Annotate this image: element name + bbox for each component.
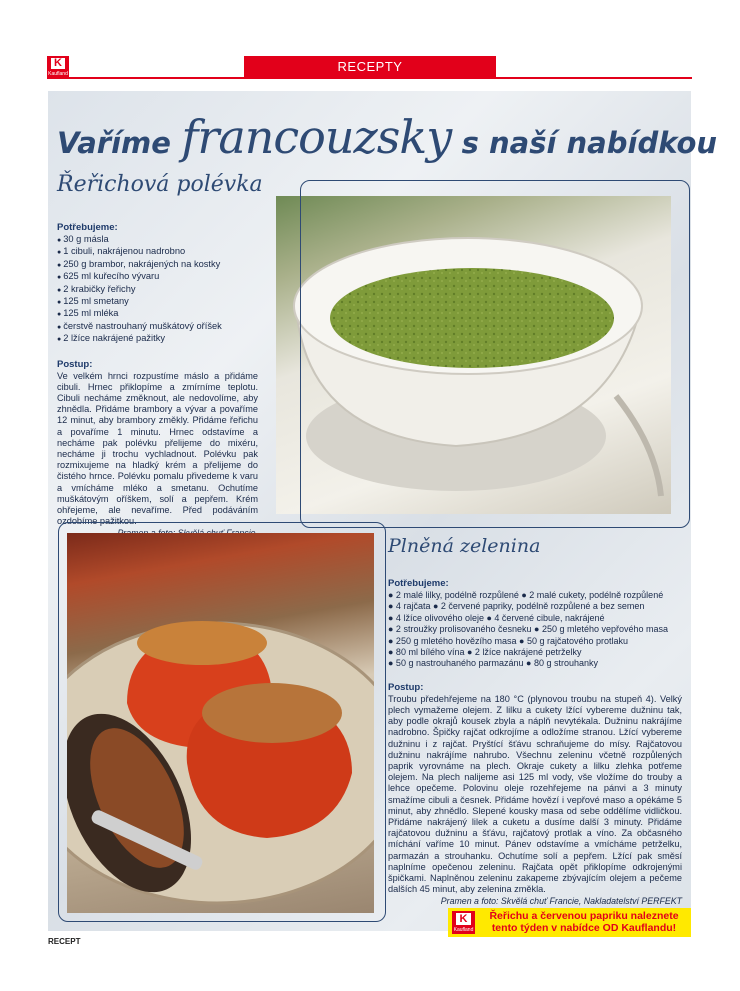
ingredient-item: ● 2 krabičky řeřichy (57, 284, 258, 296)
recipe2-steps-label: Postup: (388, 681, 424, 693)
promo-logo (452, 911, 475, 934)
kaufland-k-icon: K (51, 58, 65, 69)
recipe1-title: Řeřichová polévka (57, 172, 263, 197)
ingredient-item: ● 2 lžíce nakrájené pažitky (57, 333, 258, 345)
kaufland-logo (47, 56, 69, 78)
ingredient-item: ● 250 g brambor, nakrájených na kostky (57, 259, 258, 271)
ingredient-line: ● 2 stroužky prolisovaného česneku ● 250 g mletého vepřového masa (388, 624, 669, 635)
ingredient-item: ● 30 g másla (57, 234, 258, 246)
promo-text (480, 910, 688, 934)
recipe2-steps: Troubu předehřejeme na 180 °C (plynovou troubu na stupeň 4). Velký plech vymažeme olejem. Z lilku a cukety lžící vybereme dužninu tak, aby podle okrajů kousek zbyla a náplň nevytékala. Dužninu nakrájíme nadrobno. Špičky rajčat odkrojíme a odložíme stranou. Lžící vybereme dužninu i z rajčat. Pryštící šťávu schraňujeme do mísy. Rajčatovou dužninu nakrájíme nahrubo. Všechnu zeleninu včetně rozpůlených paprik vyrovnáme na plech. Okraje cukety a lilku zlehka potřeme olejem. Na plech nalijeme asi 125 ml vody, vše vložíme do trouby a lehce opečeme. Polovinu oleje rozehřejeme na pánvi a 3 minuty smažíme cibuli a česnek. Přidáme hovězí i vepřové maso a opékáme 5 minut, aby zhnědlo. Slepené kousky masa od sebe oddělíme vidličkou. Přidáme nakrájený lilek a cuketu a dusíme další 3 minuty. Přidáme rajčatovou dužninu a šťávu, rajčatový protlak a víno. Za občasného míchání vaříme 10 minut. Pánev odstavíme a vmícháme petrželku, parmazán a strouhanku. Ochutíme solí a pepřem. Lžící pak směsí naplníme opečenou zeleninu. Rajčata opět přiklopíme odkrojenými špičkami. Naplněnou zeleninu zakapeme zbývajícím olejem a pečeme dalších 45 minut, aby zelenina změkla. (388, 693, 682, 895)
title-part2: francouzsky (181, 110, 452, 164)
promo-banner (448, 908, 691, 937)
ingredient-item: ● 125 ml smetany (57, 296, 258, 308)
recipe1-steps-label: Postup: (57, 358, 93, 370)
kaufland-logo-text: Kaufland (48, 71, 68, 77)
recipe1-ingredients-label: Potřebujeme: (57, 222, 118, 233)
vegetables-photo-frame (58, 522, 386, 922)
section-tab: RECEPTY (244, 56, 496, 78)
recipe2-source: Pramen a foto: Skvělá chuť Francie, Nakladatelství PERFEKT (440, 895, 682, 906)
ingredient-item: ● čerstvě nastrouhaný muškátový oříšek (57, 321, 258, 333)
ingredient-line: ● 80 ml bílého vína ● 2 lžíce nakrájené petrželky (388, 647, 582, 658)
promo-k-icon: K (456, 913, 471, 925)
footer-label: RECEPT (48, 937, 81, 946)
recipe1-ingredients (57, 234, 258, 346)
ingredient-line: ● 4 lžíce olivového oleje ● 4 červené cibule, nakrájené (388, 612, 605, 623)
recipe2-ingredients-label: Potřebujeme: (388, 578, 449, 589)
ingredient-item: ● 625 ml kuřecího vývaru (57, 271, 258, 283)
promo-line1: Řeřichu a červenou papriku naleznete (489, 910, 679, 922)
title-part3: s naší nabídkou (461, 126, 718, 160)
recipe2-title: Plněná zelenina (388, 535, 541, 557)
promo-line2: tento týden v nabídce OD Kauflandu! (491, 922, 677, 934)
promo-logo-text: Kaufland (453, 927, 474, 933)
recipe1-steps: Ve velkém hrnci rozpustíme máslo a přidáme cibuli. Hrnec přiklopíme a zmírníme teplotu. Cibuli necháme změknout, ale nedovolíme, aby zhnědla. Přidáme brambory a vývar a povaříme 12 minut, aby brambory změkly. Přidáme řeřichu a povaříme 1 minutu. Hrnec odstavíme a necháme pak polévku přelijeme do mixéru, necháme ji trochu vychladnout. Polévku pak rozmixujeme na hladký krém a přelijeme do čistého hrnce. Polévku pomalu přivedeme k varu a vmícháme mléko a smetanu. Ochutíme muškátovým oříškem, solí a pepřem. Krém ohřejeme, ale nevaříme. Před podáváním ozdobíme pažitkou. (57, 370, 258, 527)
ingredient-line: ● 4 rajčata ● 2 červené papriky, podélně rozpůlené a bez semen (388, 601, 645, 612)
ingredient-item: ● 125 ml mléka (57, 308, 258, 320)
soup-photo-frame (300, 180, 690, 528)
title-part1: Vaříme (57, 126, 171, 160)
page-title (57, 110, 717, 164)
recipe1-text (57, 222, 258, 550)
ingredient-line: ● 250 g mletého hovězího masa ● 50 g rajčatového protlaku (388, 635, 629, 646)
recipe2-text (388, 578, 682, 907)
ingredient-line: ● 50 g nastrouhaného parmazánu ● 80 g strouhanky (388, 658, 599, 669)
ingredient-line: ● 2 malé lilky, podélně rozpůlené ● 2 malé cukety, podélně rozpůlené (388, 590, 664, 600)
ingredient-item: ● 1 cibuli, nakrájenou nadrobno (57, 246, 258, 258)
